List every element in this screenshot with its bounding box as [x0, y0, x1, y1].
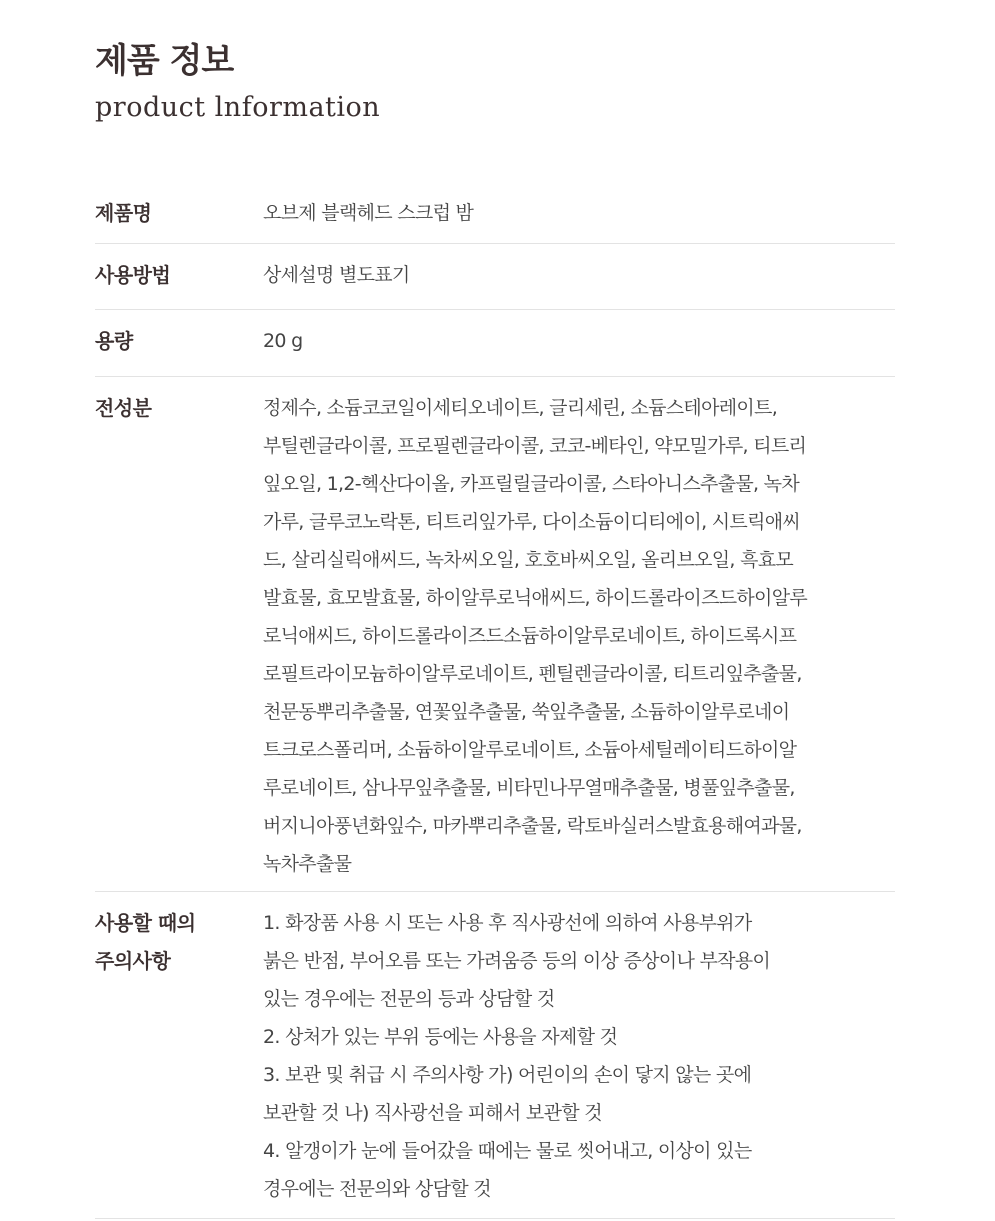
- caution-line: 있는 경우에는 전문의 등과 상담할 것: [263, 988, 555, 1010]
- ingredients-line: 가루, 글루코노락톤, 티트리잎가루, 다이소듐이디티에이, 시트릭애씨: [263, 511, 801, 533]
- caution-line: 붉은 반점, 부어오름 또는 가려움증 등의 이상 증상이나 부작용이: [263, 950, 771, 972]
- usage-value: 상세설명 별도표기: [263, 264, 410, 286]
- product-name-label: 제품명: [95, 201, 152, 225]
- ingredients-line: 드, 살리실릭애씨드, 녹차씨오일, 호호바씨오일, 올리브오일, 흑효모: [263, 549, 794, 571]
- ingredients-value: [263, 389, 895, 891]
- row-caution: [95, 892, 895, 1219]
- page-subtitle: product lnformation: [95, 92, 381, 123]
- volume-label: 용량: [95, 329, 133, 353]
- caution-line: 1. 화장품 사용 시 또는 사용 후 직사광선에 의하여 사용부위가: [263, 912, 752, 934]
- caution-label-line: 사용할 때의: [95, 911, 196, 935]
- ingredients-line: 잎오일, 1,2-헥산다이올, 카프릴릴글라이콜, 스타아니스추출물, 녹차: [263, 473, 799, 495]
- ingredients-line: 천문동뿌리추출물, 연꽃잎추출물, 쑥잎추출물, 소듐하이알루로네이: [263, 701, 790, 723]
- caution-label-line: 주의사항: [95, 949, 171, 973]
- caution-label: [95, 904, 263, 1218]
- caution-line: 2. 상처가 있는 부위 등에는 사용을 자제할 것: [263, 1026, 618, 1048]
- row-usage: [95, 244, 895, 310]
- caution-value: [263, 904, 895, 1218]
- ingredients-line: 정제수, 소듐코코일이세티오네이트, 글리세린, 소듐스테아레이트,: [263, 397, 778, 419]
- row-ingredients: [95, 377, 895, 892]
- caution-line: 보관할 것 나) 직사광선을 피해서 보관할 것: [263, 1102, 602, 1124]
- volume-value: 20 g: [263, 330, 303, 352]
- caution-line: 경우에는 전문의와 상담할 것: [263, 1178, 491, 1200]
- ingredients-line: 트크로스폴리머, 소듐하이알루로네이트, 소듐아세틸레이티드하이알: [263, 739, 797, 761]
- caution-line: 4. 알갱이가 눈에 들어갔을 때에는 물로 씻어내고, 이상이 있는: [263, 1140, 752, 1162]
- row-volume: [95, 310, 895, 377]
- ingredients-line: 로필트라이모늄하이알루로네이트, 펜틸렌글라이콜, 티트리잎추출물,: [263, 663, 802, 685]
- ingredients-line: 루로네이트, 삼나무잎추출물, 비타민나무열매추출물, 병풀잎추출물,: [263, 777, 795, 799]
- ingredients-line: 로닉애씨드, 하이드롤라이즈드소듐하이알루로네이트, 하이드록시프: [263, 625, 797, 647]
- ingredients-label: 전성분: [95, 396, 152, 420]
- ingredients-line: 발효물, 효모발효물, 하이알루로닉애씨드, 하이드롤라이즈드하이알루: [263, 587, 808, 609]
- product-info-table: [95, 180, 895, 1219]
- usage-label: 사용방법: [95, 263, 171, 287]
- ingredients-line: 부틸렌글라이콜, 프로필렌글라이콜, 코코-베타인, 약모밀가루, 티트리: [263, 435, 807, 457]
- ingredients-line: 버지니아풍년화잎수, 마카뿌리추출물, 락토바실러스발효용해여과물,: [263, 815, 802, 837]
- ingredients-line: 녹차추출물: [263, 853, 352, 875]
- page-header: [95, 38, 380, 126]
- caution-line: 3. 보관 및 취급 시 주의사항 가) 어린이의 손이 닿지 않는 곳에: [263, 1064, 752, 1086]
- product-name-value: 오브제 블랙헤드 스크럽 밤: [263, 202, 474, 224]
- row-product-name: [95, 180, 895, 244]
- page-title: 제품 정보: [95, 41, 234, 81]
